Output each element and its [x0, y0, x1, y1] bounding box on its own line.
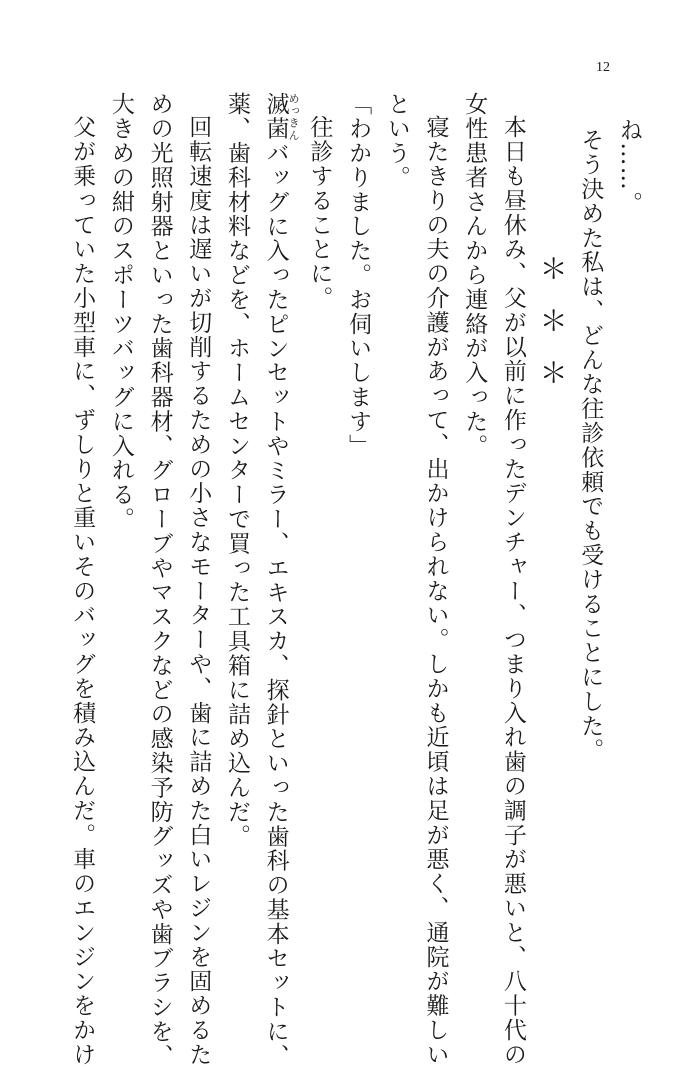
- text-line-10: 薬、歯科材料などを、ホームセンターで買った工具箱に詰め込んだ。: [223, 92, 250, 849]
- text-line-4: 女性患者さんから連絡が入った。: [461, 92, 488, 458]
- ruby-word: [262, 92, 301, 141]
- text-line-13: 大きめの紺のスポーツバッグに入れる。: [107, 92, 134, 532]
- text-line-14: 父が乗っていた小型車に、ずしりと重いそのバッグを積み込んだ。車のエンジンをかけ: [69, 115, 96, 1067]
- ruby-reading: めっきん: [287, 92, 301, 141]
- section-break-asterisks: ＊＊＊: [535, 254, 569, 410]
- text-line-12: めの光照射器といった歯科器材、グローブやマスクなどの感染予防グッズや歯ブラシを、: [146, 92, 173, 1068]
- text-line-9-rest: バッグに入ったピンセットやミラー、エキスカ、探針といった歯科の基本セットに、: [262, 140, 289, 1068]
- text-line-3: 本日も昼休み、父が以前に作ったデンチャー、つまり入れ歯の調子が悪いと、八十代の: [499, 115, 526, 1067]
- text-line-1: ね……。: [616, 118, 642, 216]
- page-number: 12: [596, 60, 610, 75]
- text-line-9: [256, 92, 301, 1068]
- text-line-5: 寝たきりの夫の介護があって、出かけられない。しかも近頃は足が悪く、通院が難しい: [422, 115, 449, 1067]
- text-line-8: 往診することに。: [306, 115, 333, 311]
- text-line-11: 回転速度は遅いが切削するための小さなモーターや、歯に詰めた白いレジンを固めるた: [185, 115, 212, 1067]
- text-line-2: そう決めた私は、どんな往診依頼でも受けることにした。: [577, 128, 604, 763]
- text-line-6: という。: [383, 92, 410, 190]
- vertical-text-body: [62, 92, 648, 1068]
- ruby-base: 滅菌: [262, 92, 289, 141]
- dialogue-line: 「わかりました。お伺いします」: [345, 92, 372, 458]
